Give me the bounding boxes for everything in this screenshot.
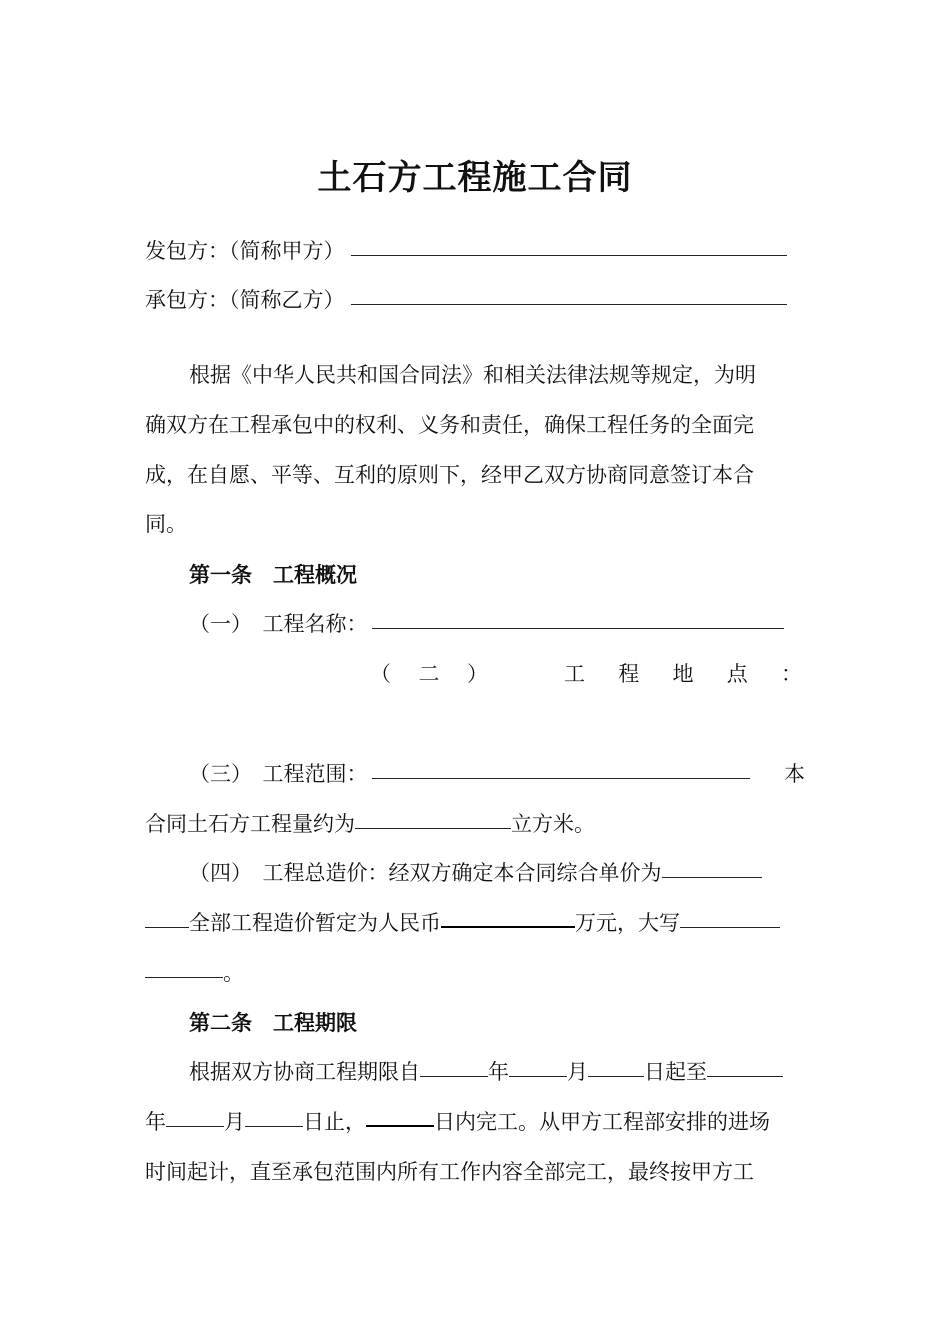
period-line-3: 时间起计，直至承包范围内所有工作内容全部完工，最终按甲方工 xyxy=(145,1160,754,1184)
earthwork-volume-unit: 立方米。 xyxy=(511,812,595,836)
location-char-4: 程 xyxy=(618,662,640,686)
project-scope-line xyxy=(145,759,805,789)
total-cost-amount-blank[interactable] xyxy=(441,925,575,928)
start-day-label: 日起至 xyxy=(644,1060,707,1084)
end-month-blank[interactable] xyxy=(166,1125,224,1127)
preamble-line-4: 同。 xyxy=(145,512,187,536)
earthwork-volume-blank[interactable] xyxy=(355,827,511,829)
total-cost-line-2 xyxy=(145,908,805,938)
period-start-label: 根据双方协商工程期限自 xyxy=(189,1060,420,1084)
unit-price-blank-cont[interactable] xyxy=(145,926,189,928)
article-2-heading: 第二条 工程期限 xyxy=(189,1010,357,1035)
period-line-2 xyxy=(145,1107,805,1137)
party-b-line xyxy=(145,285,805,315)
total-cost-line xyxy=(145,858,849,888)
start-year-label: 年 xyxy=(488,1060,509,1084)
preamble-line-3: 成，在自愿、平等、互利的原则下，经甲乙双方协商同意签订本合 xyxy=(145,463,754,487)
preamble-line-2: 确双方在工程承包中的权利、义务和责任，确保工程任务的全面完 xyxy=(145,413,754,437)
party-a-line xyxy=(145,236,805,266)
location-char-6: 点 xyxy=(726,662,748,686)
total-cost-rmb-label: 全部工程造价暂定为人民币 xyxy=(189,911,441,935)
end-year-label: 年 xyxy=(145,1110,166,1134)
location-char-0: （ xyxy=(370,662,391,686)
location-char-2: ） xyxy=(467,662,488,686)
period-line-1 xyxy=(145,1057,849,1087)
end-month-label: 月 xyxy=(224,1110,245,1134)
project-name-line xyxy=(145,609,849,639)
project-name-label: （一） 工程名称： xyxy=(189,612,368,636)
party-a-label: 发包方：（简称甲方） xyxy=(145,239,345,263)
total-cost-end: 。 xyxy=(223,961,244,985)
start-month-blank[interactable] xyxy=(509,1075,567,1077)
end-day-blank[interactable] xyxy=(245,1125,303,1127)
project-location-line xyxy=(370,659,802,689)
party-b-blank[interactable] xyxy=(351,303,787,305)
duration-days-blank[interactable] xyxy=(366,1124,434,1127)
end-day-label: 日止， xyxy=(303,1110,366,1134)
earthwork-volume-line xyxy=(145,809,805,839)
article-1-heading: 第一条 工程概况 xyxy=(189,562,357,587)
start-month-label: 月 xyxy=(567,1060,588,1084)
preamble-line-1: 根据《中华人民共和国合同法》和相关法律法规等规定，为明 xyxy=(189,363,756,387)
project-scope-label: （三） 工程范围： xyxy=(189,762,368,786)
location-char-3: 工 xyxy=(564,662,585,686)
total-cost-line-3 xyxy=(145,958,805,988)
total-cost-label: （四） 工程总造价：经双方确定本合同综合单价为 xyxy=(189,861,662,885)
party-b-label: 承包方：（简称乙方） xyxy=(145,288,345,312)
end-year-blank[interactable] xyxy=(707,1075,783,1077)
start-year-blank[interactable] xyxy=(420,1075,488,1077)
start-day-blank[interactable] xyxy=(588,1075,644,1077)
party-a-blank[interactable] xyxy=(351,254,787,256)
document-title: 土石方工程施工合同 xyxy=(317,158,633,198)
duration-tail: 日内完工。从甲方工程部安排的进场 xyxy=(434,1110,770,1134)
project-scope-tail: 本 xyxy=(784,762,805,786)
total-cost-caps-blank-cont[interactable] xyxy=(145,976,223,978)
location-char-1: 二 xyxy=(418,662,440,686)
location-char-5: 地 xyxy=(672,662,694,686)
project-scope-blank[interactable] xyxy=(372,777,750,779)
project-name-blank[interactable] xyxy=(372,627,784,629)
earthwork-volume-label: 合同土石方工程量约为 xyxy=(145,812,355,836)
unit-price-blank[interactable] xyxy=(662,876,762,878)
total-cost-caps-blank[interactable] xyxy=(680,926,780,928)
total-cost-caps-label: 万元，大写 xyxy=(575,911,680,935)
location-char-7: ： xyxy=(781,662,802,686)
